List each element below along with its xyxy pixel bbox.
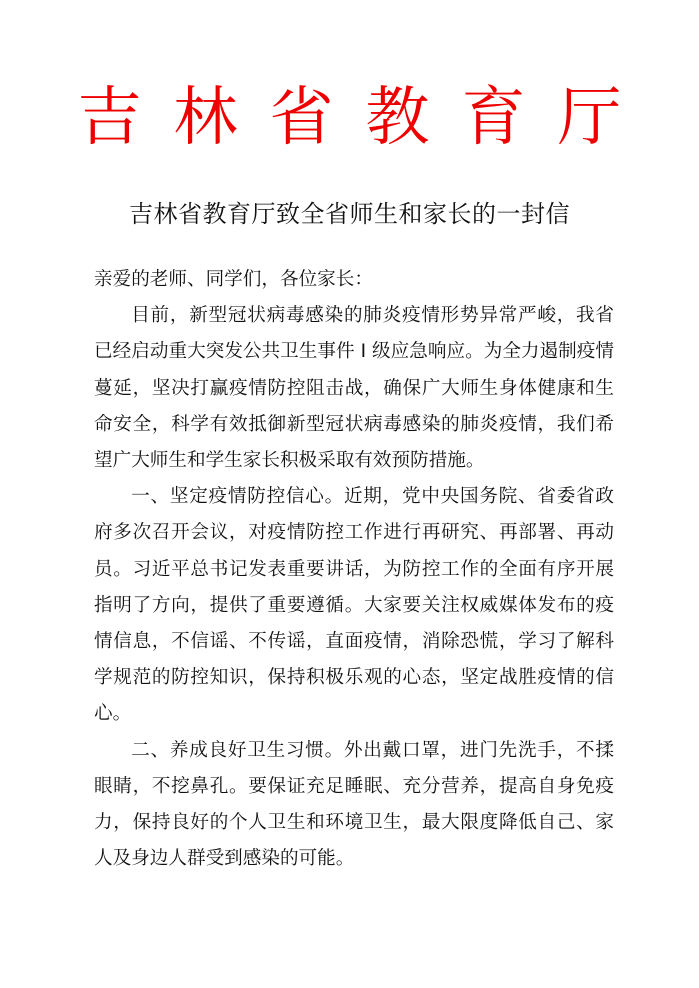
salutation: 亲爱的老师、同学们，各位家长： xyxy=(94,269,373,290)
letterhead-org-name: 吉林省教育厅 xyxy=(77,81,654,155)
paragraph-hygiene: 二、养成良好卫生习惯。外出戴口罩，进门先洗手，不揉眼睛，不挖鼻孔。要保证充足睡眠、充分营养，提高自身免疫力，保持良好的个人卫生和环境卫生，最大限度降低自己、家人及身边人群受到感染的可能。 xyxy=(94,739,614,870)
document-title: 吉林省教育厅致全省师生和家长的一封信 xyxy=(129,200,570,228)
paragraph-intro: 目前，新型冠状病毒感染的肺炎疫情形势异常严峻，我省已经启动重大突发公共卫生事件 Ⅰ 级应急响应。为全力遏制疫情蔓延，坚决打赢疫情防控阻击战，确保广大师生身体健康和生命安全，科学有效抵御新型冠状病毒感染的肺炎疫情，我们希望广大师生和学生家长积极采取有效预防措施。 xyxy=(94,305,614,472)
paragraph-confidence: 一、坚定疫情防控信心。近期，党中央国务院、省委省政府多次召开会议，对疫情防控工作进行再研究、再部署、再动员。习近平总书记发表重要讲话，为防控工作的全面有序开展指明了方向，提供了重要遵循。大家要关注权威媒体发布的疫情信息，不信谣、不传谣，直面疫情，消除恐慌，学习了解科学规范的防控知识，保持积极乐观的心态，坚定战胜疫情的信心。 xyxy=(94,486,614,725)
letter-body xyxy=(94,262,614,877)
